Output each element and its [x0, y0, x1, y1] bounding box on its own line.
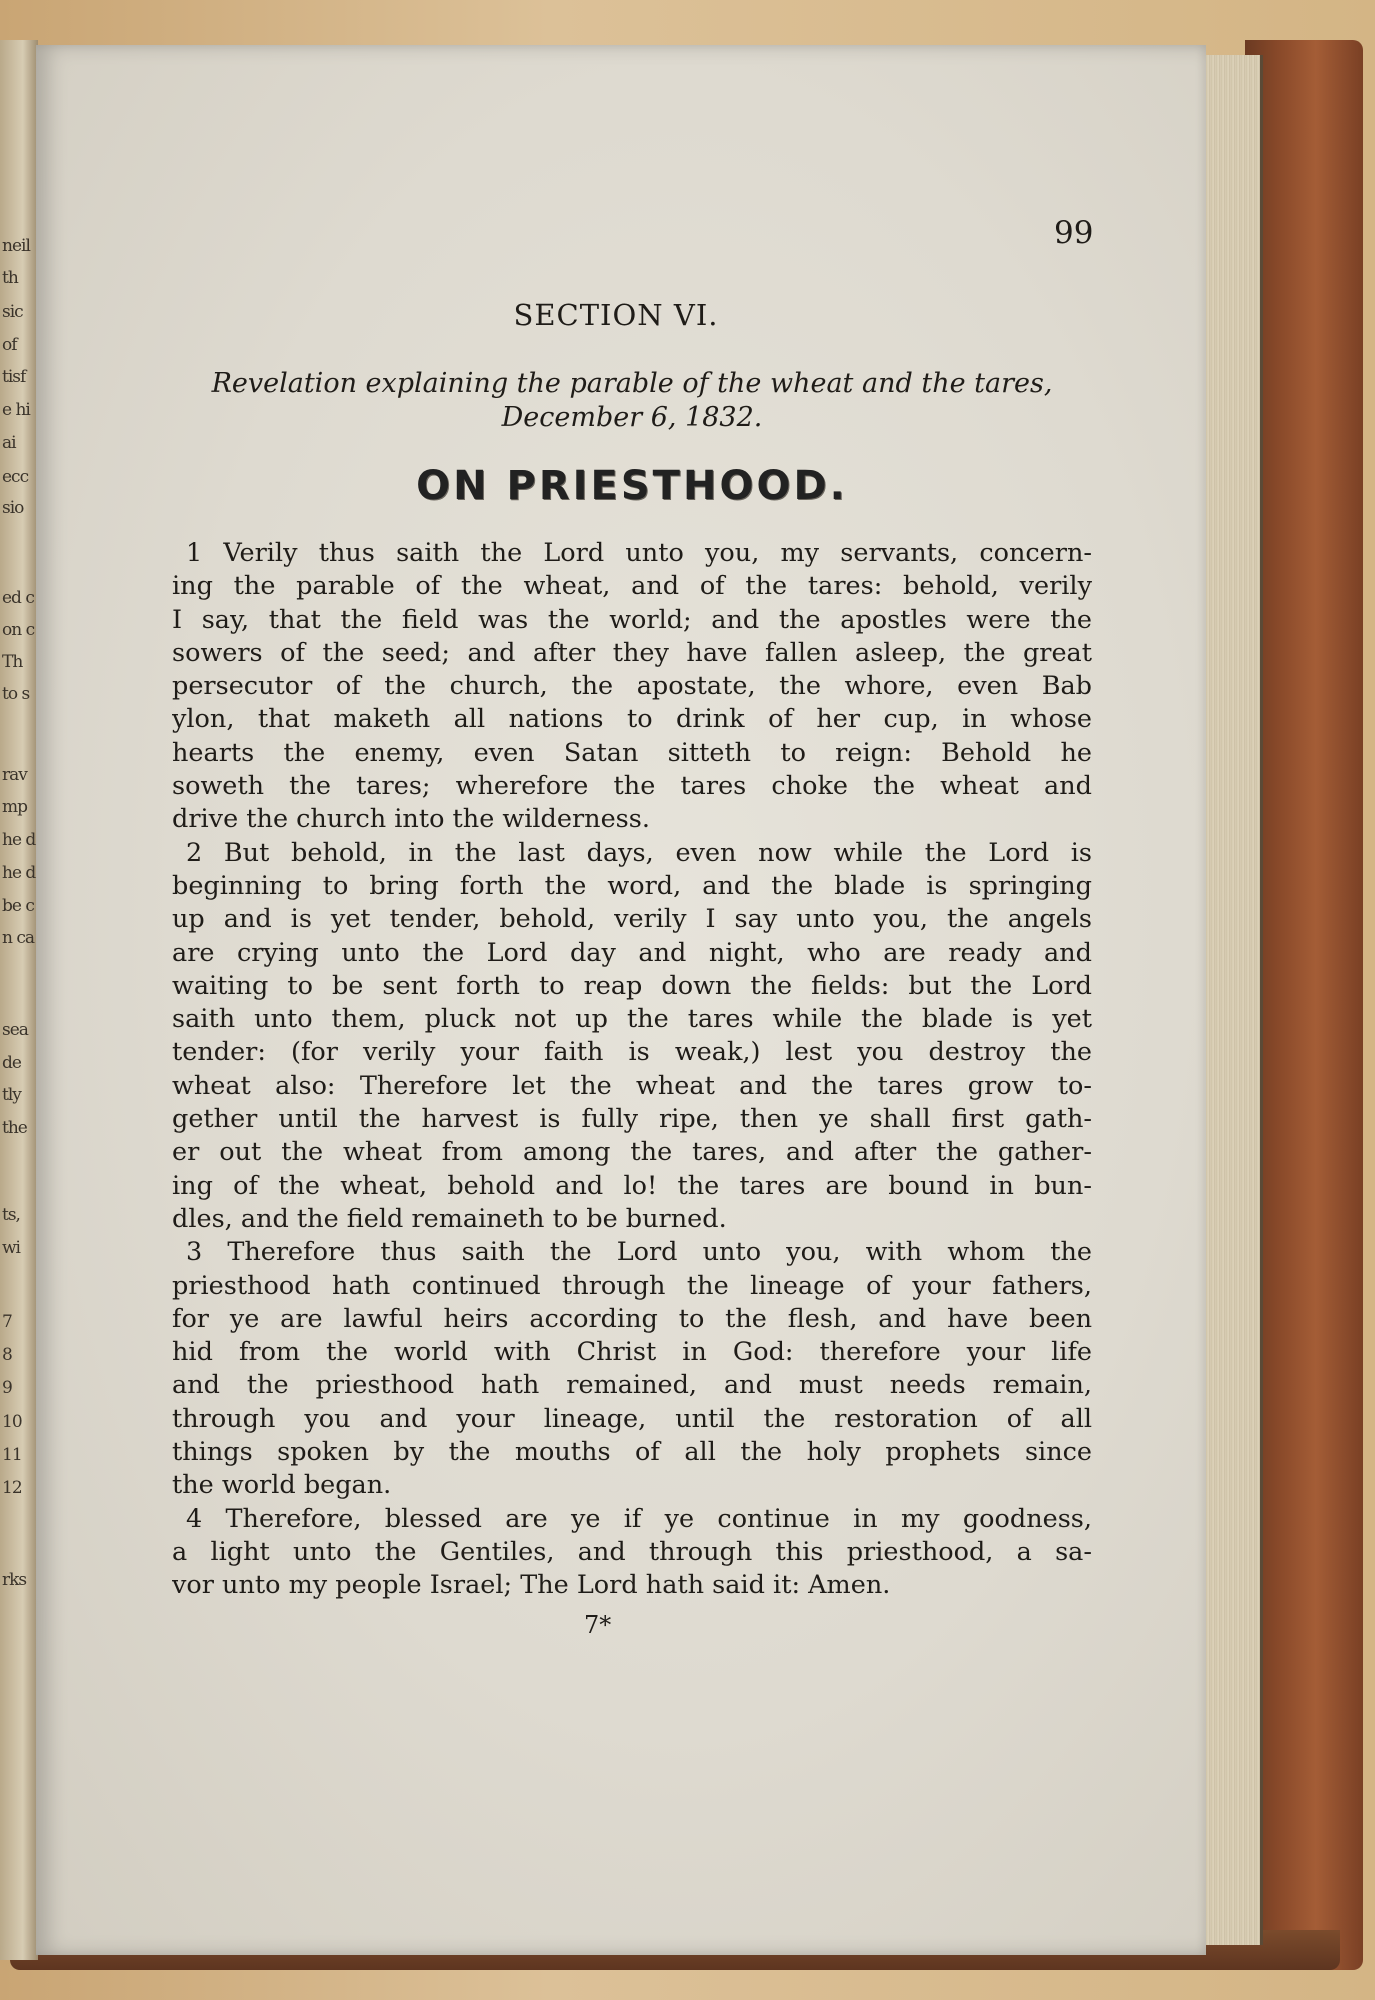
- text-line: ing the parable of the wheat, and of the tares: behold, verily: [172, 571, 1092, 602]
- text-line: the world began.: [172, 1470, 392, 1501]
- left-page-fragment: the: [2, 1118, 27, 1138]
- text-line: er out the wheat from among the tares, and after the gather-: [172, 1137, 1092, 1168]
- body-text: [172, 537, 1092, 1603]
- text-line: ing of the wheat, behold and lo! the tares are bound in bun-: [172, 1170, 1092, 1201]
- section-subtitle: [172, 367, 1092, 435]
- left-page-fragment: 12: [2, 1478, 22, 1498]
- left-page-fragment: neil: [2, 236, 30, 256]
- text-line: 4 Therefore, blessed are ye if ye continue in my goodness,: [186, 1503, 1092, 1534]
- chapter-title: ON PRIESTHOOD.: [416, 463, 848, 509]
- section-heading: SECTION VI.: [513, 298, 719, 332]
- left-page-fragment: sic: [2, 302, 23, 322]
- left-page-fragment: tly: [2, 1085, 21, 1105]
- left-page-fragment: n ca: [2, 928, 35, 948]
- text-line: are crying unto the Lord day and night, who are ready and: [172, 937, 1092, 968]
- left-page-fragment: sio: [2, 498, 24, 518]
- left-page-fragment: sea: [2, 1020, 28, 1040]
- left-page-fragment: rav: [2, 765, 27, 785]
- subtitle-line: Revelation explaining the parable of the wheat and the tares,: [211, 368, 1053, 399]
- left-page-fragment: e hi: [2, 400, 30, 420]
- left-page-fragment: ed c: [2, 588, 34, 608]
- text-line: 2 But behold, in the last days, even now while the Lord is: [186, 837, 1092, 868]
- left-page-fragment: Th: [2, 652, 23, 672]
- left-page-fragment: rks: [2, 1570, 27, 1590]
- left-page-fragment: 10: [2, 1412, 22, 1432]
- left-page-fragment: wi: [2, 1238, 20, 1258]
- left-page-fragment: 7: [2, 1312, 12, 1332]
- left-page-fragment: tisf: [2, 367, 26, 387]
- text-line: wheat also: Therefore let the wheat and the tares grow to-: [172, 1070, 1092, 1101]
- text-line: persecutor of the church, the apostate, the whore, even Bab: [172, 671, 1092, 702]
- text-line: priesthood hath continued through the lineage of your fathers,: [172, 1270, 1092, 1301]
- text-line: hearts the enemy, even Satan sitteth to reign: Behold he: [172, 737, 1092, 768]
- text-line: 3 Therefore thus saith the Lord unto you, with whom the: [186, 1237, 1092, 1268]
- left-page-fragment: mp: [2, 797, 28, 817]
- left-page-fragment: ts,: [2, 1205, 20, 1225]
- left-page-fragment: de: [2, 1053, 21, 1073]
- left-page-fragment: he d: [2, 863, 36, 883]
- text-line: vor unto my people Israel; The Lord hath said it: Amen.: [172, 1570, 891, 1601]
- left-page-fragment: be c: [2, 896, 34, 916]
- text-line: beginning to bring forth the word, and the blade is springing: [172, 870, 1092, 901]
- left-page-fragment: ecc: [2, 467, 29, 487]
- left-page-fragment: 8: [2, 1345, 12, 1365]
- text-line: dles, and the field remaineth to be burned.: [172, 1203, 727, 1234]
- left-page-fragment: 11: [2, 1445, 22, 1465]
- left-page-fragment: to s: [2, 684, 30, 704]
- left-page-fragment: he d: [2, 830, 36, 850]
- book-page: [36, 45, 1206, 1955]
- signature-mark: 7*: [584, 1611, 612, 1639]
- text-line: 1 Verily thus saith the Lord unto you, my servants, concern-: [186, 538, 1092, 568]
- text-line: and the priesthood hath remained, and must needs remain,: [172, 1370, 1092, 1401]
- text-line: drive the church into the wilderness.: [172, 804, 650, 835]
- text-line: saith unto them, pluck not up the tares while the blade is yet: [172, 1004, 1092, 1035]
- text-line: things spoken by the mouths of all the holy prophets since: [172, 1437, 1092, 1468]
- text-line: I say, that the field was the world; and the apostles were the: [172, 604, 1092, 635]
- left-page-fragment: 9: [2, 1378, 12, 1398]
- text-line: gether until the harvest is fully ripe, then ye shall first gath-: [172, 1104, 1092, 1135]
- text-line: sowers of the seed; and after they have fallen asleep, the great: [172, 637, 1092, 668]
- left-page-edge: [0, 40, 38, 1960]
- page-number: 99: [1054, 215, 1094, 251]
- text-line: up and is yet tender, behold, verily I say unto you, the angels: [172, 904, 1092, 935]
- text-line: a light unto the Gentiles, and through this priesthood, a sa-: [172, 1536, 1092, 1567]
- text-line: through you and your lineage, until the restoration of all: [172, 1403, 1092, 1434]
- text-line: soweth the tares; wherefore the tares choke the wheat and: [172, 771, 1092, 802]
- left-page-fragment: ai: [2, 433, 16, 453]
- subtitle-line: December 6, 1832.: [501, 402, 763, 433]
- text-line: waiting to be sent forth to reap down the fields: but the Lord: [172, 970, 1092, 1001]
- text-line: for ye are lawful heirs according to the flesh, and have been: [172, 1303, 1092, 1334]
- text-line: tender: (for verily your faith is weak,) lest you destroy the: [172, 1037, 1092, 1068]
- left-page-fragment: on c: [2, 620, 35, 640]
- left-page-fragment: of: [2, 335, 17, 355]
- text-line: ylon, that maketh all nations to drink of her cup, in whose: [172, 704, 1092, 735]
- left-page-fragment: th: [2, 268, 18, 288]
- text-line: hid from the world with Christ in God: therefore your life: [172, 1337, 1092, 1368]
